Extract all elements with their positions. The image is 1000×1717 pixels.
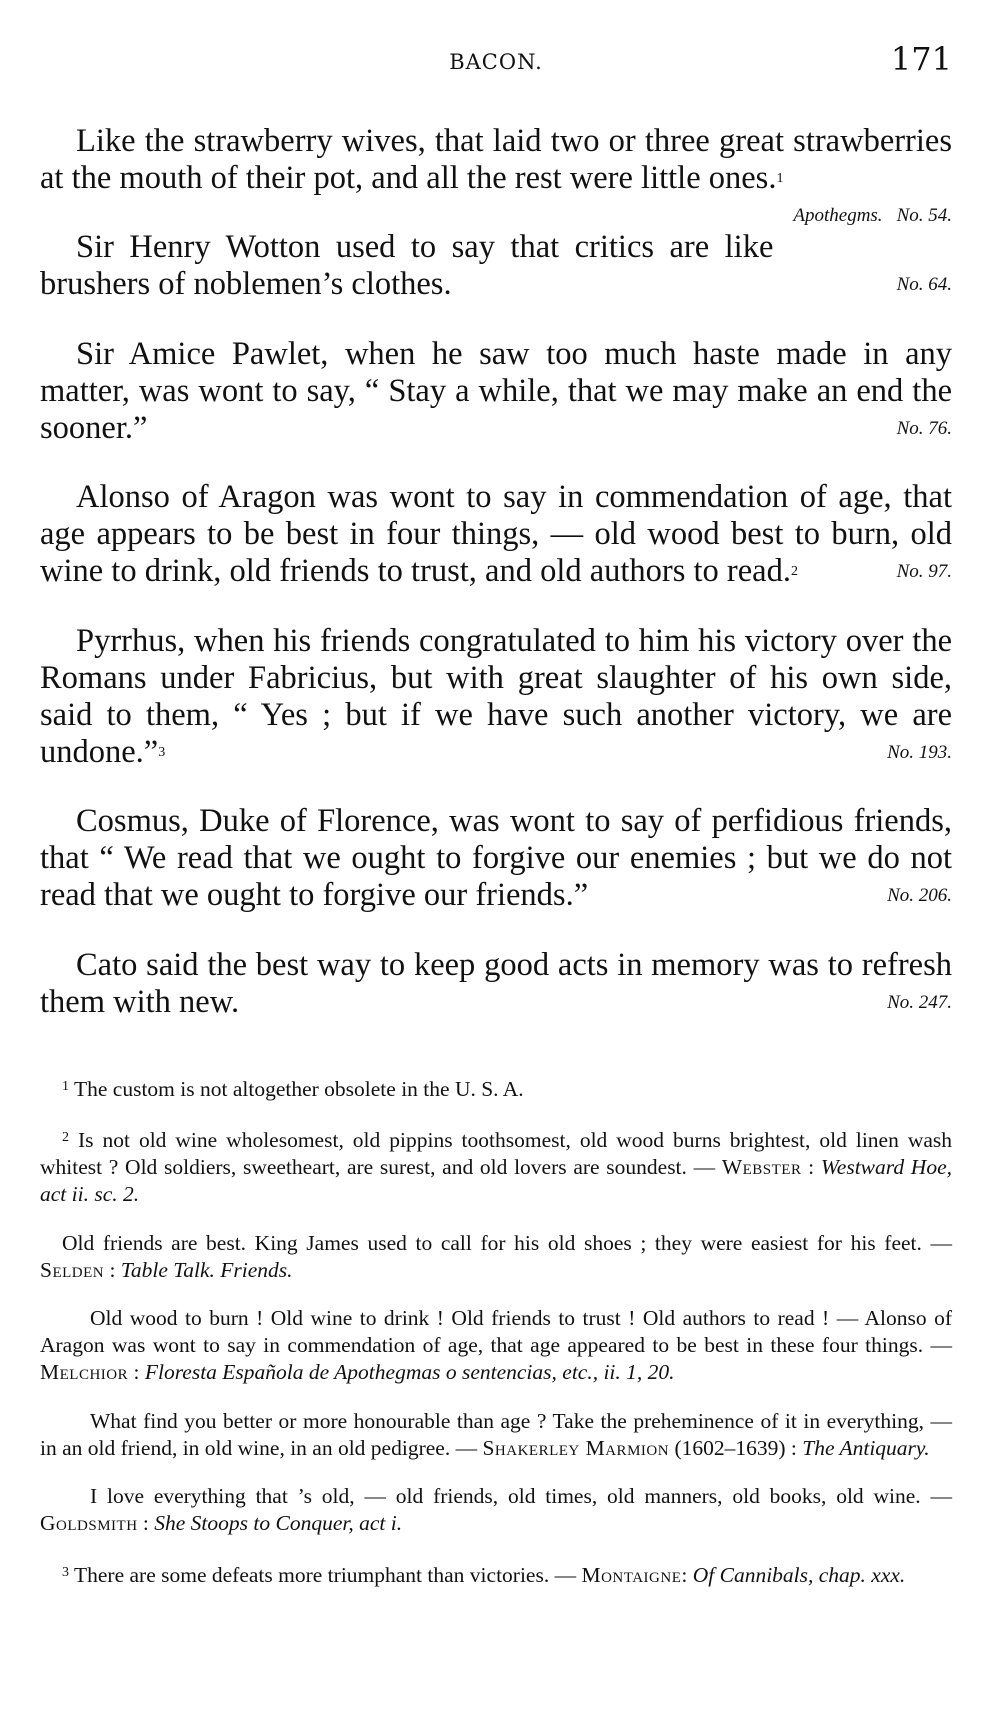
separator: : <box>128 1360 145 1384</box>
quote-author: Goldsmith <box>40 1511 138 1535</box>
apothegm-list <box>40 123 952 1021</box>
entry-source <box>773 197 952 234</box>
running-title: BACON. <box>449 50 543 74</box>
footnote-text: What find you better or more honourable than age ? Take the preheminence of it in everything, — in an old friend, in old wine, in an old pedigree. — <box>40 1408 952 1460</box>
book-page <box>40 40 952 1593</box>
source-number: No. 206. <box>887 885 952 906</box>
entry-text: Like the strawberry wives, that laid two or three great strawberries at the mouth of their pot, and all the rest were little ones. <box>40 122 952 196</box>
source-number: No. 97. <box>896 561 952 582</box>
source-number: No. 54. <box>896 204 952 226</box>
quote-work: Table Talk. Friends. <box>120 1257 293 1282</box>
quote-work: She Stoops to Conquer, act i. <box>154 1511 403 1535</box>
quote-author: Shakerley Marmion <box>482 1435 670 1460</box>
entry-text: Pyrrhus, when his friends congratulated to him his victory over the Romans under Fabricius, but with great slaughter of his own side, said to them, “ Yes ; but if we have such another victory, we are undone.” <box>40 622 952 770</box>
footnote-text: The custom is not altogether obsolete in the U. S. A. <box>74 1076 524 1101</box>
source-number: No. 247. <box>887 991 952 1013</box>
separator: : <box>801 1155 821 1179</box>
author-dates: (1602–1639) : <box>669 1435 803 1460</box>
footnote-marker: 2 <box>790 564 798 579</box>
source-number: No. 64. <box>896 274 952 295</box>
entry-text: Sir Henry Wotton used to say that critics are like brushers of noblemen’s clothes. <box>40 229 774 302</box>
quote-work: Westward Hoe, act ii. sc. 2. <box>40 1155 952 1206</box>
apothegm-entry <box>40 803 952 914</box>
apothegm-entry <box>40 229 952 303</box>
quote-work: The Antiquary. <box>802 1435 930 1460</box>
quote-author: Montaigne <box>581 1562 682 1587</box>
footnote-number: 1 <box>62 1078 69 1094</box>
quote-author: Webster <box>721 1155 802 1179</box>
footnote-text: There are some defeats more triumphant than victories. — <box>74 1562 582 1587</box>
footnote-3 <box>40 1559 952 1589</box>
entry-text: Sir Amice Pawlet, when he saw too much haste made in any matter, was wont to say, “ Stay a while, that we may make an end the sooner.” <box>40 335 952 446</box>
footnote-1 <box>40 1073 952 1103</box>
apothegm-entry <box>40 623 952 771</box>
footnotes <box>40 1073 952 1589</box>
quote-author: Selden <box>40 1257 105 1282</box>
footnote-marker: 3 <box>158 744 166 760</box>
footnote-text: Is not old wine wholesomest, old pippins toothsomest, old wood burns brightest, old linen wash whitest ? Old soldiers, sweetheart, are surest, and old lovers are soundest. — <box>40 1128 953 1179</box>
footnote-2-quote <box>40 1408 952 1462</box>
separator: : <box>104 1257 121 1282</box>
quote-work: Of Cannibals, chap. xxx. <box>692 1562 906 1587</box>
footnote-text: Old wood to burn ! Old wine to drink ! Old friends to trust ! Old authors to read ! — Alonso of Aragon was wont to say in commendation of age, that age appeared to be best in these four things. — <box>40 1306 952 1357</box>
separator: : <box>681 1562 693 1587</box>
quote-work: Floresta Española de Apothegmas o sentencias, etc., ii. 1, 20. <box>144 1360 675 1384</box>
quote-author: Melchior <box>40 1360 129 1384</box>
entry-text: Cosmus, Duke of Florence, was wont to say of perfidious friends, that “ We read that we ought to forgive our enemies ; but we do not read that we ought to forgive our friends.” <box>40 803 952 913</box>
footnote-marker: 1 <box>776 170 784 186</box>
apothegm-entry <box>40 336 952 447</box>
apothegm-entry <box>40 122 952 226</box>
page-number: 171 <box>890 40 952 78</box>
apothegm-entry <box>40 479 952 590</box>
source-number: No. 76. <box>896 417 952 439</box>
footnote-text: Old friends are best. King James used to call for his old shoes ; they were easiest for his feet. — <box>62 1230 952 1255</box>
source-work: Apothegms. <box>793 204 883 226</box>
separator: : <box>137 1511 155 1535</box>
footnote-number: 2 <box>62 1130 69 1145</box>
source-number: No. 193. <box>887 741 952 763</box>
footnote-2 <box>40 1124 952 1208</box>
footnote-number: 3 <box>62 1564 69 1580</box>
page-header <box>40 40 952 90</box>
entry-text: Alonso of Aragon was wont to say in commendation of age, that age appears to be best in four things, — old wood best to burn, old wine to drink, old friends to trust, and old authors to read. <box>40 479 952 589</box>
footnote-2-quote <box>40 1483 952 1537</box>
entry-text: Cato said the best way to keep good acts in memory was to refresh them with new. <box>40 946 952 1020</box>
apothegm-entry <box>40 947 952 1021</box>
footnote-2-quote <box>40 1230 952 1284</box>
footnote-2-quote <box>40 1305 952 1386</box>
footnote-text: I love everything that ’s old, — old friends, old times, old manners, old books, old wine. — <box>90 1484 952 1508</box>
